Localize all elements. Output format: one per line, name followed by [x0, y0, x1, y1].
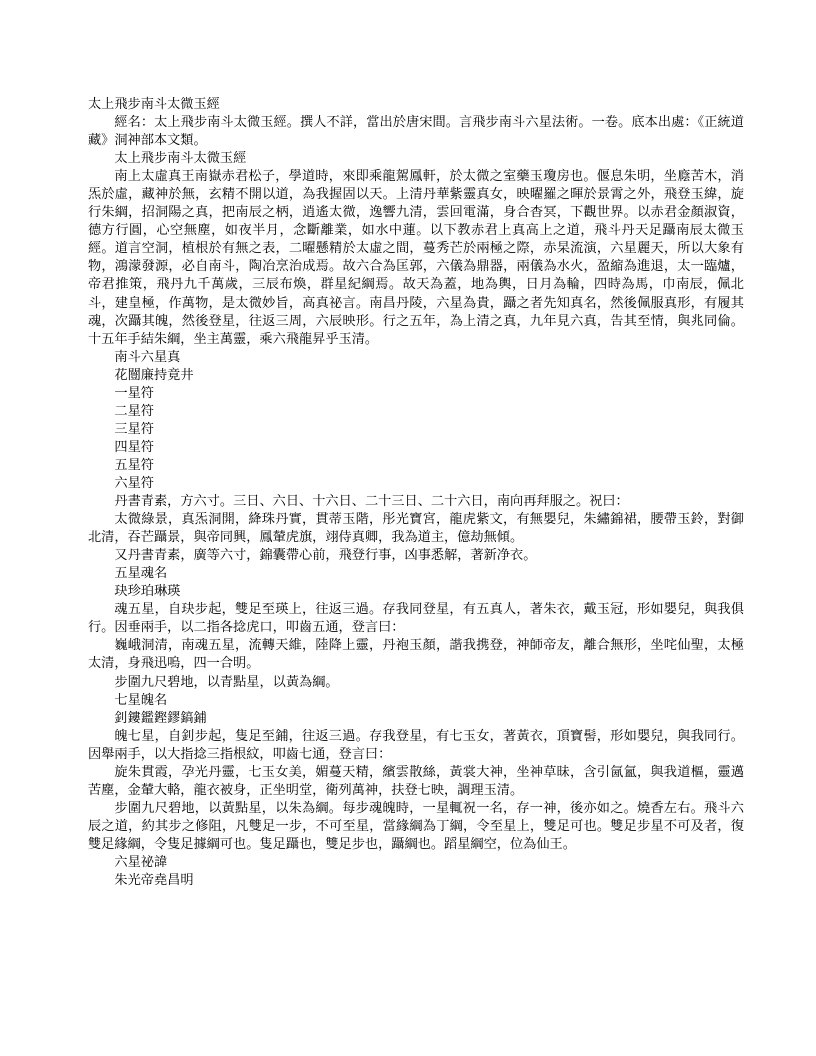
- scripture-heading: 太上飛步南斗太微玉經: [114, 151, 247, 167]
- talisman-item-6: 六星符: [114, 475, 154, 491]
- five-star-soul-names: 玦珍珀琳瑛: [114, 584, 181, 600]
- again-cinnabar-writing-paragraph: 又丹書青素，廣等六寸，錦囊帶心前，飛登行事，凶事悉解，著新净衣。: [114, 548, 537, 564]
- seven-star-po-method-paragraph: 魄七星，自釗步起，隻足至鋪，往返三過。存我登星，有七玉女，著黃衣，頂寶髻，形如嬰兒，與我同行。因舉兩手，以大指捻三指根紋，叩齒七通，登言曰：: [88, 728, 744, 762]
- document-text-body: [88, 96, 744, 890]
- seven-star-po-heading: 七星魄名: [114, 692, 168, 708]
- talisman-item-1: 一星符: [114, 385, 154, 401]
- cinnabar-writing-paragraph: 丹書青素，方六寸。三日、六日、十六日、二十三日、二十六日，南向再拜服之。祝曰：: [114, 494, 629, 510]
- xuanzhu-guanxia-incantation: 旋朱貫霞，孕光丹靈，七玉女美，媚蔓天精，繽雲散絲，黃裳大神，坐神草昧，含引氤氳，與我道樞，靈邁苦塵，金輦大輅，龍衣被身，正坐明堂，衛列萬神，扶登七映，調理玉清。: [88, 764, 744, 798]
- talisman-item-5: 五星符: [114, 457, 154, 473]
- six-star-secret-names: 朱光帝堯昌明: [114, 873, 194, 889]
- document-title: 太上飛步南斗太微玉經: [88, 97, 220, 112]
- five-star-soul-heading: 五星魂名: [114, 566, 168, 582]
- taiwei-green-scene-incantation: 太微綠景，真炁洞開，絳珠丹實，貫蒂玉階，彤光寶宮，龍虎紫文，有無嬰兒，朱繡錦裙，腰帶玉鈴，對御北清，吞芒躡景，與帝同興，鳳輦虎旗，翊侍真卿，我為道主，億劫無傾。: [88, 512, 744, 546]
- weie-dongqing-incantation: 巍峨洞清，南魂五星，流轉天維，陸降上靈，丹袍玉顏，諧我携登，神師帝友，離合無形，坐咤仙聖，太極太清，身飛迅嗚，四一合明。: [88, 638, 744, 672]
- opening-paragraph: 南上太虛真王南嶽赤君松子，學道時，來即乘龍駕鳳軒，於太微之室藥玉瓊房也。偃息朱明，坐廕苦木，消炁於虛，藏神於無，玄精不開以道，為我握固以天。上清丹華紫靈真女，映曜羅之暉於景霄之外，飛登玉緯，旋行朱綱，招洞陽之真，把南辰之柄，逍遙太微，逸響九清，雲回電滿，身合杳冥，下觀世界。以赤君金顏淑資，德方行圓，心空無塵，如夜半月，念斷離業，如水中蓮。以下教赤君上真高上之道，飛斗丹天足躡南辰太微玉經。道言空洞，植根於有無之表，二曜懸精於太虛之間，蔓秀芒於兩極之際，赤杲流演，六星麗天，所以大象有物，鴻濛發源，必自南斗，陶冶烹治成焉。故六合為匡郭，六儀為鼎器，兩儀為水火，盈縮為進退，太一臨爐，帝君推策，飛丹九千萬歲，三辰布煥，群星紀綱焉。故天為蓋，地為輿，日月為輪，四時為馬，巾南辰，佩北斗，建皇極，作萬物，是太微妙旨，高真祕言。南昌丹陵，六星為貴，躡之者先知真名，然後佩服真形，有履其魂，次躡其魄，然後登星，往返三周，六辰映形。行之五年，為上清之真，九年見六真，告其至情，與兆同倫。十五年手結朱綱，坐主萬靈，乘六飛龍昇乎玉清。: [88, 169, 744, 347]
- six-star-true-name-heading: 南斗六星真: [114, 349, 181, 365]
- pacing-and-walking-paragraph: 步圍九尺碧地，以黃點星，以朱為綱。每步魂魄時，一星輒祝一名，存一神，後亦如之。燒香左右。飛斗六辰之道，約其步之修阻，凡雙足一步，不可至星，當緣綱為丁綱，令至星上，雙足可也。雙足步星不可及者，復雙足緣綱，令隻足據綱可也。隻足躡也，雙足步也，躡綱也。蹈星綱空，位為仙王。: [88, 800, 744, 852]
- metadata-paragraph: 經名：太上飛步南斗太微玉經。撰人不詳，當出於唐宋間。言飛步南斗六星法術。一卷。底本出處：《正統道藏》洞神部本文類。: [88, 115, 744, 149]
- six-star-true-names: 花闓廉持竟井: [114, 367, 194, 383]
- talisman-item-2: 二星符: [114, 403, 154, 419]
- talisman-item-4: 四星符: [114, 439, 154, 455]
- talisman-item-3: 三星符: [114, 421, 154, 437]
- six-star-secret-name-heading: 六星祕諱: [114, 854, 168, 870]
- five-star-soul-method-paragraph: 魂五星，自玦步起，雙足至瑛上，往返三過。存我同登星，有五真人，著朱衣，戴玉冠，形如嬰兒，與我俱行。因垂兩手，以二指各捻虎口，叩齒五通，登言曰：: [88, 602, 744, 636]
- five-star-pacing-note: 步圍九尺碧地，以青點星，以黃為綱。: [114, 674, 339, 690]
- seven-star-po-names: 釗鏤鑑鏗鏐鎬鋪: [114, 710, 207, 726]
